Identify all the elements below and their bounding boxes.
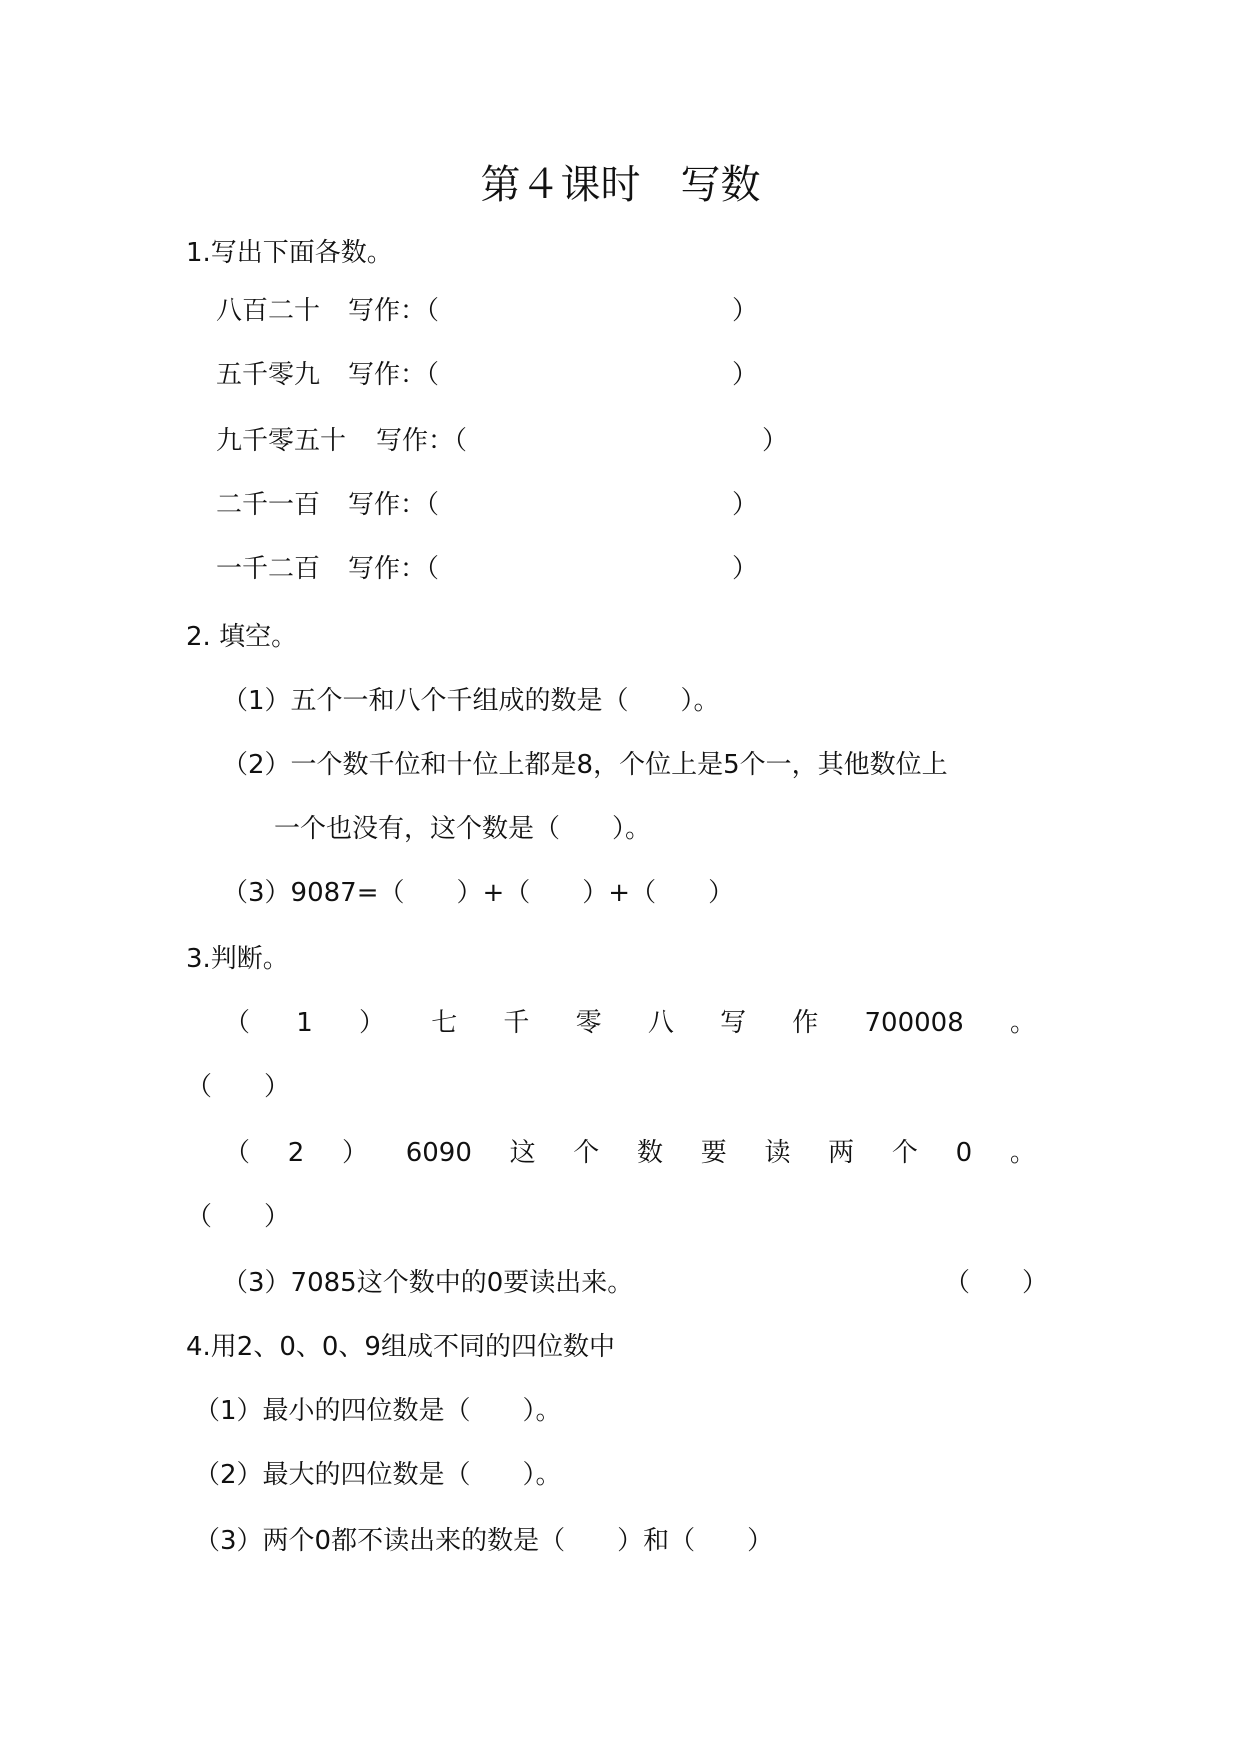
q1-heading: 1.写出下面各数。 bbox=[186, 238, 393, 268]
q3-item-1-token: ） bbox=[358, 1008, 385, 1038]
q3-item-2-answer-bracket: （ ） bbox=[186, 1202, 291, 1232]
q4-heading: 4.用2、0、0、9组成不同的四位数中 bbox=[186, 1332, 615, 1362]
q1-close: ） bbox=[732, 490, 759, 520]
q3-item-3: （3）7085这个数中的0要读出来。 bbox=[222, 1268, 634, 1298]
q1-close: ） bbox=[732, 554, 759, 584]
q1-words: 一千二百 bbox=[216, 554, 321, 584]
q1-close: ） bbox=[732, 296, 759, 326]
q3-item-2-token: 读 bbox=[764, 1138, 791, 1168]
q1-words: 五千零九 bbox=[216, 360, 321, 390]
q3-item-1-token: 。 bbox=[1009, 1008, 1036, 1038]
q2-item-2-continued: 一个也没有，这个数是（ ）。 bbox=[274, 814, 652, 844]
q3-item-1-token: 写 bbox=[720, 1008, 747, 1038]
q4-item-2: （2）最大的四位数是（ ）。 bbox=[194, 1460, 562, 1490]
q3-item-1-answer-bracket: （ ） bbox=[186, 1072, 291, 1102]
q3-item-2-token: 2 bbox=[287, 1138, 305, 1168]
q3-item-2-token: 6090 bbox=[405, 1138, 472, 1168]
q1-label: 写作：（ bbox=[348, 296, 440, 326]
q2-item-2: （2）一个数千位和十位上都是8，个位上是5个一，其他数位上 bbox=[222, 750, 948, 780]
q2-item-1: （1）五个一和八个千组成的数是（ ）。 bbox=[222, 686, 720, 716]
q3-item-2 bbox=[224, 1140, 1036, 1166]
q3-item-2-token: 要 bbox=[700, 1138, 727, 1168]
q1-words: 八百二十 bbox=[216, 296, 321, 326]
q1-close: ） bbox=[732, 360, 759, 390]
q2-heading: 2. 填空。 bbox=[186, 622, 298, 652]
q1-close: ） bbox=[762, 426, 789, 456]
q1-label: 写作：（ bbox=[348, 490, 440, 520]
q4-item-3: （3）两个0都不读出来的数是（ ）和（ ） bbox=[194, 1526, 774, 1556]
q2-item-3: （3）9087=（ ）+（ ）+（ ） bbox=[222, 878, 735, 908]
q1-label: 写作：（ bbox=[376, 426, 468, 456]
q1-words: 九千零五十 bbox=[216, 426, 347, 456]
q3-item-1-token: 八 bbox=[647, 1008, 674, 1038]
q3-item-1-token: （ bbox=[224, 1008, 251, 1038]
q4-item-1: （1）最小的四位数是（ ）。 bbox=[194, 1396, 562, 1426]
q3-item-2-token: 个 bbox=[891, 1138, 918, 1168]
q3-heading: 3.判断。 bbox=[186, 944, 289, 974]
q1-label: 写作：（ bbox=[348, 554, 440, 584]
q3-item-1-token: 作 bbox=[792, 1008, 819, 1038]
q3-item-1-token: 700008 bbox=[864, 1008, 964, 1038]
q3-item-1-token: 零 bbox=[575, 1008, 602, 1038]
q3-item-1-token: 千 bbox=[503, 1008, 530, 1038]
q3-item-2-token: 这 bbox=[509, 1138, 536, 1168]
q3-item-2-token: 。 bbox=[1009, 1138, 1036, 1168]
q3-item-2-token: 0 bbox=[955, 1138, 973, 1168]
q3-item-1-token: 1 bbox=[296, 1008, 313, 1038]
q3-item-3-answer-bracket: （ ） bbox=[944, 1268, 1049, 1298]
q3-item-2-token: 两 bbox=[828, 1138, 855, 1168]
q3-item-1-token: 七 bbox=[431, 1008, 458, 1038]
q3-item-2-token: 数 bbox=[637, 1138, 664, 1168]
q1-label: 写作：（ bbox=[348, 360, 440, 390]
page-title: 第４课时 写数 bbox=[480, 162, 761, 208]
q3-item-1 bbox=[224, 1010, 1036, 1036]
q3-item-2-token: （ bbox=[224, 1138, 251, 1168]
q1-words: 二千一百 bbox=[216, 490, 321, 520]
q3-item-2-token: ） bbox=[341, 1138, 368, 1168]
q3-item-2-token: 个 bbox=[573, 1138, 600, 1168]
